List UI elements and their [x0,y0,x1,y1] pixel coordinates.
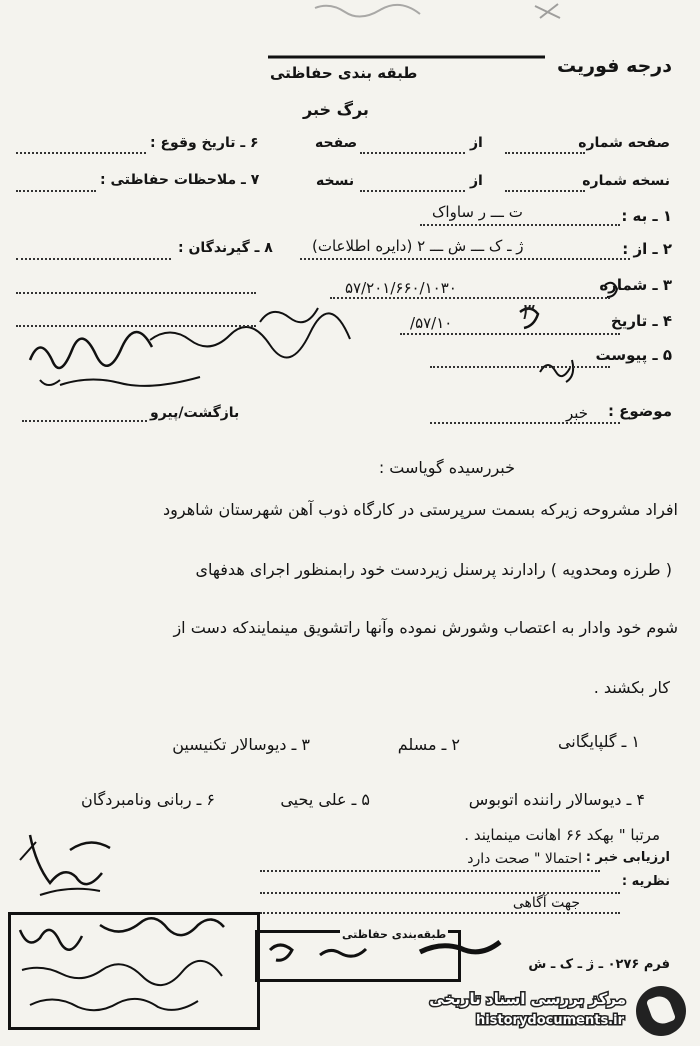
date-value: ۵۷/۱۰/ [410,314,453,332]
page-number-label: صفحه شماره [578,135,670,151]
date-of-event-label: ۶ ـ تاریخ وقوع : [150,135,259,151]
date-label: ۴ ـ تاریخ [610,312,672,330]
from-label: ۲ ـ از : [622,240,672,258]
opinion-value: جهت آگاهی [512,895,580,911]
opinion-label: نظریه : [621,874,670,889]
form-code: فرم ۰۲۷۶ ـ ژ ـ ک ـ ش [528,957,670,972]
evaluation-value: احتمالا " صحت دارد [467,851,582,867]
subject-value: خبر [566,404,589,422]
name-item-6: ۶ ـ ربانی ونامبردگان [80,790,215,809]
recipients-label: ۸ ـ گیرندگان : [178,240,273,256]
copy-number-label: نسخه شماره [582,173,670,189]
attachment-label: ۵ ـ پیوست [595,346,672,364]
protection-classification-label: طبقه بندی حفاظتی [270,64,418,82]
name-item-2: ۲ ـ مسلم [397,735,460,754]
name-item-1: ۱ ـ گلپایگانی [557,732,640,751]
from-value: ژ ـ ک ـــ ش ـــ ۲ (دایره اطلاعات) [312,237,524,255]
body-line-1: افراد مشروحه زیرکه بسمت سرپرستی در کارگاه ذوب آهن شهرستان شاهرود [163,500,678,519]
handwritten-stamp-box [8,912,260,1030]
body-line-3: شوم خود وادار به اعتصاب وشورش نموده وآنها راتشویق مینمایندکه دست از [173,618,678,637]
reply-reference-label: بازگشت/پیرو [150,405,240,421]
form-title: برگ خبر [303,100,369,119]
stamp-classification-label: طبقه‌بندی حفاظتی [342,928,447,941]
body-line-2: ( طرزه ومحدویه ) رادارند پرسنل زیردست خود رابمنظور اجرای هدفهای [195,560,672,579]
to-label: ۱ ـ به : [621,207,672,225]
urgency-degree-label: درجه فوریت [556,55,672,77]
evaluation-label: ارزیابی خبر : [585,850,670,865]
page-label: صفحه [315,135,358,151]
body-line-0: خبررسیده گویاست : [378,458,515,477]
protective-notes-label: ۷ ـ ملاحظات حفاظتی : [100,172,260,188]
to-value: ت ـــ ر ساواک [432,203,523,221]
watermark-org-name: مرکز بررسی اسناد تاریخی [429,990,626,1008]
number-value: ۵۷/۲۰۱/۶۶۰/۱۰۳۰ [345,279,457,297]
name-item-3: ۳ ـ دیوسالار تکنیسین [172,735,310,754]
footer-line-a: مرتبا " بهکد ۶۶ اهانت مینمایند . [464,826,660,844]
name-item-4: ۴ ـ دیوسالار راننده اتوبوس [468,790,645,809]
of-label-2: از [470,173,483,189]
date-handwritten: ۳ [520,300,532,325]
number-label: ۳ ـ شماره [599,276,672,294]
name-item-5: ۵ ـ علی یحیی [280,790,370,809]
of-label-1: از [470,135,483,151]
body-line-4: کار بکشند . [593,678,670,697]
copy-label: نسخه [316,173,355,189]
subject-label: موضوع : [607,402,672,420]
watermark-url: historydocuments.ir [475,1013,624,1028]
archive-center-logo-icon [636,986,686,1036]
